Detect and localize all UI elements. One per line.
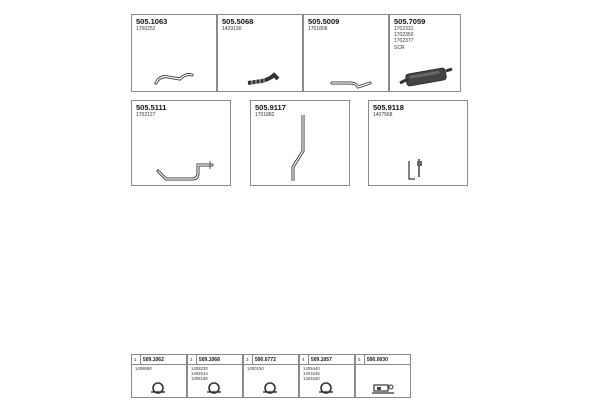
part-code: 505.9117: [255, 103, 286, 112]
accessory-refs: 1408230 1402514 1305190: [191, 366, 208, 382]
accessory-card[interactable]: [187, 354, 243, 398]
part-refs: 1701882: [255, 112, 275, 118]
part-card[interactable]: [389, 14, 461, 92]
divider: [132, 364, 186, 365]
long-pipe-icon: [152, 155, 218, 183]
accessory-code: 509.1068: [199, 357, 220, 363]
accessory-code: 590.0030: [367, 357, 388, 363]
divider: [188, 364, 242, 365]
flex-pipe-icon: [244, 69, 282, 89]
accessory-number: 3: [246, 357, 249, 362]
accessory-card[interactable]: [355, 354, 411, 398]
tail-pipe-icon: [285, 111, 311, 185]
bracket-pipe-icon: [403, 155, 429, 183]
accessory-number: 4: [302, 357, 305, 362]
accessory-refs: 1405440 1401545 1403340: [303, 366, 320, 382]
part-card[interactable]: [250, 100, 350, 186]
bent-pipe-icon: [152, 65, 196, 87]
clamp-icon: [316, 381, 336, 395]
accessory-code: 590.0772: [255, 357, 276, 363]
clamp-icon: [148, 381, 168, 395]
part-refs: 1702127: [136, 112, 156, 118]
part-card[interactable]: [368, 100, 468, 186]
accessory-refs: 1400150: [247, 366, 264, 371]
accessory-number: 5: [358, 357, 361, 362]
divider: [308, 355, 309, 364]
part-code: 505.5111: [136, 103, 167, 112]
part-refs: 1701806: [308, 26, 328, 32]
part-refs: 1702331 1702350 1702377 SCR: [394, 26, 414, 51]
accessory-number: 2: [190, 357, 193, 362]
accessory-number: 1: [134, 357, 137, 362]
part-card[interactable]: [131, 100, 231, 186]
accessory-card[interactable]: [131, 354, 187, 398]
bent-pipe-icon: [328, 71, 376, 91]
clamp-icon: [204, 381, 224, 395]
part-refs: 1429130: [222, 26, 242, 32]
accessory-code: 509.1057: [311, 357, 332, 363]
divider: [196, 355, 197, 364]
divider: [300, 364, 354, 365]
accessory-card[interactable]: [243, 354, 299, 398]
part-refs: 1700252: [136, 26, 156, 32]
part-card[interactable]: [217, 14, 303, 92]
part-refs: 1407568: [373, 112, 393, 118]
part-card[interactable]: [303, 14, 389, 92]
divider: [140, 355, 141, 364]
divider: [356, 364, 410, 365]
accessory-card[interactable]: [299, 354, 355, 398]
clamp-icon: [260, 381, 280, 395]
divider: [252, 355, 253, 364]
silencer-icon: [398, 61, 456, 89]
divider: [244, 364, 298, 365]
part-code: 505.5009: [308, 17, 340, 26]
divider: [364, 355, 365, 364]
part-code: 505.5068: [222, 17, 254, 26]
accessory-code: 509.1062: [143, 357, 164, 363]
mounting-kit-icon: [370, 381, 396, 395]
part-code: 505.9118: [373, 103, 404, 112]
part-card[interactable]: [131, 14, 217, 92]
part-code: 505.1063: [136, 17, 168, 26]
accessory-refs: 1408690: [135, 366, 152, 371]
part-code: 505.7059: [394, 17, 426, 26]
